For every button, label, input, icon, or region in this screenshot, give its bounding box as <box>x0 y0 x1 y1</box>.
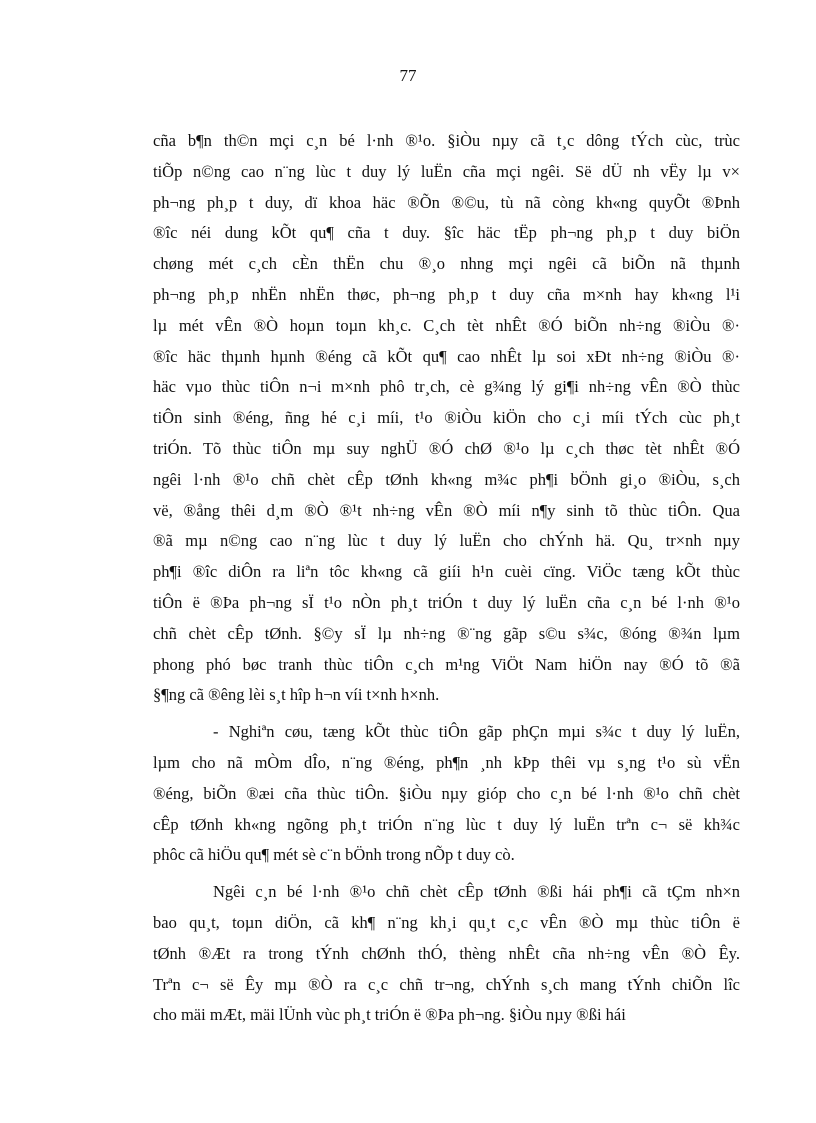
text-line: häc vµo thùc tiÔn n¬i m×nh phô tr¸ch, cè g¾ng lý gi¶i nh÷ng vÊn ®Ò thùc <box>153 377 740 397</box>
text-line: cÊp tØnh kh«ng ngõng ph¸t triÓn n¨ng lùc t duy lý luËn trªn c¬ së kh¾c <box>153 814 740 834</box>
text-line: ph¬ng ph¸p nhËn nhËn thøc, ph¬ng ph¸p t duy cña m×nh hay kh«ng l¹i <box>153 284 740 304</box>
paragraph <box>153 717 740 871</box>
text-line: Ngêi c¸n bé l·nh ®¹o chñ chèt cÊp tØnh ®ßi hái ph¶i cã tÇm nh×n <box>213 882 740 902</box>
page-number: 77 <box>399 66 417 85</box>
text-line: tØnh ®Æt ra trong tÝnh chØnh thÓ, thèng nhÊt cña nh÷ng vÊn ®Ò Êy. <box>153 943 740 963</box>
text-line: cho mäi mÆt, mäi lÜnh vùc ph¸t triÓn ë ®Þa ph¬ng. §iÒu nµy ®ßi hái <box>153 1005 626 1025</box>
text-line: phôc cã hiÖu qu¶ mét sè c¨n bÖnh trong nÕp t duy cò. <box>153 845 515 865</box>
text-line: cña b¶n th©n mçi c¸n bé l·nh ®¹o. §iÒu nµy cã t¸c dông tÝch cùc, trùc <box>153 131 740 150</box>
text-line: tiÕp n©ng cao n¨ng lùc t duy lý luËn cña mçi ngêi. Së dÜ nh vËy lµ v× <box>153 161 740 181</box>
text-line: lµ mét vÊn ®Ò hoµn toµn kh¸c. C¸ch tèt nhÊt ®Ó biÕn nh÷ng ®iÒu ®· <box>153 315 740 335</box>
paragraph <box>153 126 740 711</box>
text-line: triÓn. Tõ thùc tiÔn mµ suy nghÜ ®Ó chØ ®¹o lµ c¸ch thøc tèt nhÊt ®Ó <box>153 438 740 458</box>
text-line: chñ chèt cÊp tØnh. §©y sÏ lµ nh÷ng ®¨ng gãp s©u s¾c, ®óng ®¾n lµm <box>153 623 740 643</box>
text-line: Trªn c¬ së Êy mµ ®Ò ra c¸c chñ tr¬ng, chÝnh s¸ch mang tÝnh chiÕn lîc <box>153 974 740 994</box>
text-line: ®éng, biÕn ®æi cña thùc tiÔn. §iÒu nµy gióp cho c¸n bé l·nh ®¹o chñ chèt <box>153 783 740 803</box>
text-line: ®îc häc thµnh hµnh ®éng cã kÕt qu¶ cao nhÊt lµ soi xÐt nh÷ng ®iÒu ®· <box>153 346 740 366</box>
paragraph <box>153 877 740 1031</box>
text-line: - Nghiªn cøu, tæng kÕt thùc tiÔn gãp phÇn mµi s¾c t duy lý luËn, <box>213 722 740 742</box>
text-line: chøng mét c¸ch cÈn thËn chu ®¸o nhng mçi ngêi cã biÕn nã thµnh <box>153 254 740 274</box>
text-line: ph¬ng ph¸p t duy, dï khoa häc ®Õn ®©u, tù nã còng kh«ng quyÕt ®Þnh <box>153 192 740 212</box>
text-line: ®ã mµ n©ng cao n¨ng lùc t duy lý luËn cho chÝnh hä. Qu¸ tr×nh nµy <box>153 531 740 551</box>
text-line: ph¶i ®îc diÔn ra liªn tôc kh«ng cã giíi h¹n cuèi cïng. ViÖc tæng kÕt thùc <box>153 562 740 582</box>
text-line: phong phó bøc tranh thùc tiÔn c¸ch m¹ng ViÖt Nam hiÖn nay ®Ó tõ ®ã <box>153 654 740 674</box>
text-line: tiÔn ë ®Þa ph¬ng sÏ t¹o nÒn ph¸t triÓn t duy lý luËn cña c¸n bé l·nh ®¹o <box>153 592 740 612</box>
text-line: ®îc néi dung kÕt qu¶ cña t duy. §îc häc tËp ph¬ng ph¸p t duy biÖn <box>153 223 740 243</box>
text-line: bao qu¸t, toµn diÖn, cã kh¶ n¨ng kh¸i qu¸t c¸c vÊn ®Ò mµ thùc tiÔn ë <box>153 912 740 932</box>
body-text <box>153 126 740 1031</box>
text-line: tiÔn sinh ®éng, ñng hé c¸i míi, t¹o ®iÒu kiÖn cho c¸i míi tÝch cùc ph¸t <box>153 408 740 428</box>
text-line: vë, ®ång thêi d¸m ®Ò ®¹t nh÷ng vÊn ®Ò míi n¶y sinh tõ thùc tiÔn. Qua <box>153 500 740 520</box>
text-line: ngêi l·nh ®¹o chñ chèt cÊp tØnh kh«ng m¾c ph¶i bÖnh gi¸o ®iÒu, s¸ch <box>153 469 740 489</box>
text-line: §¶ng cã ®êng lèi s¸t hîp h¬n víi t×nh h×nh. <box>153 685 440 705</box>
text-line: lµm cho nã mÒm dÎo, n¨ng ®éng, ph¶n ¸nh kÞp thêi vµ s¸ng t¹o sù vËn <box>153 752 740 772</box>
